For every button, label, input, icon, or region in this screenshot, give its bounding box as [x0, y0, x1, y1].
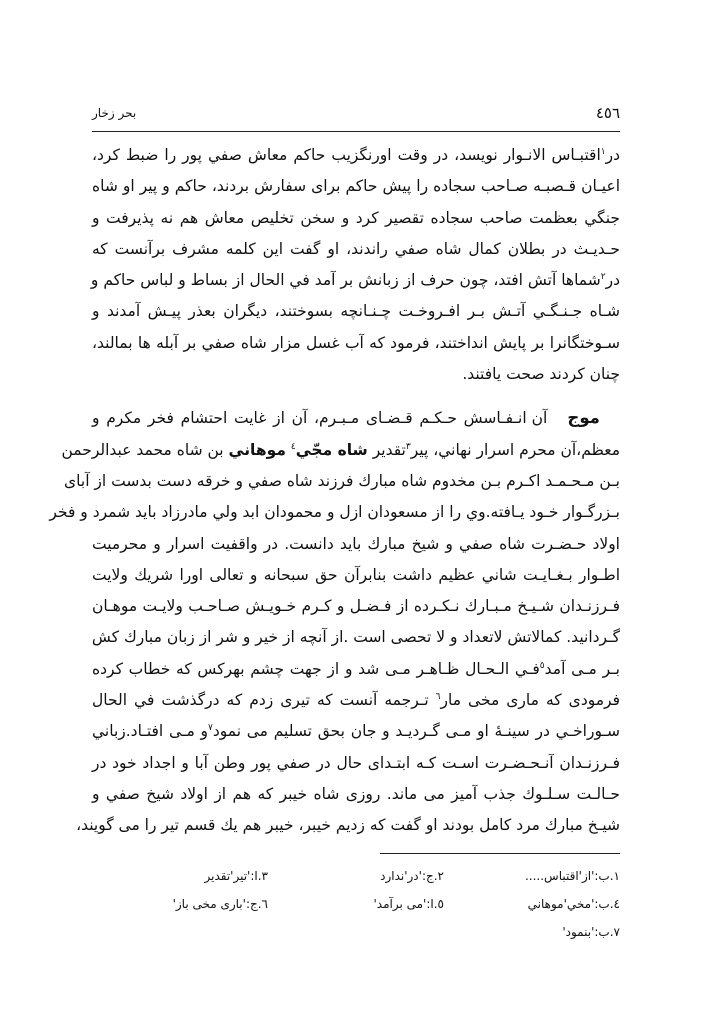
footnote: ٦.ج:'بارى مخى باز': [172, 897, 268, 911]
page-number: ٤٥٦: [595, 104, 620, 122]
text-line: بـن مـحـمـد اكـرم بـن مخدوم شاه مبارك فرزند شاه صفي و خرقه دست بدست از آباى: [64, 471, 620, 490]
text-line: چنان كردند صحت يافتند.: [462, 365, 620, 384]
text-line: شـاه جـنـگـي آتـش بـر افـروخـت چـنـانچه بسوختند، ديگران بعذر پيـش آمدند و: [92, 302, 620, 321]
footnote: ٣.ا:'تير'تقدير: [204, 869, 268, 883]
footnote: ٧.ب:'بنمود': [562, 925, 620, 939]
text-line: اطـوار بـغـايـت شاني عظيم داشت بنابرآن حق سبحانه و تعالى اورا شريك ولايت: [92, 565, 620, 584]
header-rule: [92, 131, 620, 132]
bold-name: شاه مجّي: [295, 440, 368, 459]
text-line: سـوختگانرا بر پايش انداختند، فرمود كه آب غسل مزار شاه صفي بر آبله ها بمالند،: [92, 333, 620, 352]
text-line: فـرزنـدان آنـحـضـرت اسـت كـه ابتـداى حال در صفي پور وطن آبا و اجداد خود در: [92, 753, 620, 772]
running-title: بحر زخار: [92, 106, 137, 120]
text-line: حـديـث در بطلان كمال شاه صفي راندند، او گفت اين كلمه مشرف برآنست كه: [92, 239, 620, 258]
text-line: اعيـان قـصبـه صـاحب سجاده را پيش حاكم براى سفارش بردند، حاكم و پير او شاه: [92, 177, 620, 196]
text-line: فـرزنـدان شـيـخ مـبـارك نـكـرده از فـضـل و كـرم خـويـش صـاحـب ولايـت موهـان: [92, 597, 620, 616]
main-text: [49, 140, 621, 842]
footnote: ٥.ا:'مى برآمد': [373, 897, 444, 911]
text-line: در$^١$اقتبـاس الانـوار نويسد، در وقت اورنگزيب حاكم معاش صفي پور را ضبط كرد،: [92, 146, 620, 164]
entry-keyword: موج: [567, 408, 600, 428]
text-line: گـردانيد. كمالاتش لاتعداد و لا تحصى است .از آنچه از خير و شر از زبان مبارك كش: [91, 628, 620, 647]
text-line: معظم،آن محرم اسرار نهاني، پير$^٣$تقدير شاه مجّي$^٤$ موهاني بن شاه محمد عبدالرحمن: [61, 440, 620, 459]
paragraph-1: [92, 140, 620, 390]
text-line: فرمودى كه مارى مخى مار$^٦$ تـرجمه آنست كه تيرى زدم كه درگذشت في الحال: [92, 691, 620, 710]
bold-name: موهاني: [228, 440, 286, 459]
footnote-row: [92, 918, 620, 946]
text-line: سـوراخـي در سينـۀ او مـى گـرديـد و جان بحق تسليم مى نمود$^٧$و مـى افتـاد.زباني: [92, 722, 621, 741]
footnote-row: [92, 890, 620, 918]
text-line: حـالـت سـلـوك جذب آميز مى ماند. روزى شاه خيبر كه هم از اولاد شيخ صفي و: [92, 784, 620, 803]
text-line: بـزرگـوار خـود يـافته.وي را از مسعودان ازل و محمودان ابد ولي مادرزاد بايد شمرد و فخر: [49, 503, 620, 522]
text-line: در$^٢$شماها آتش افتد، چون حرف از زبانش بر آمد في الحال از بساط و لباس حاكم و: [90, 271, 620, 290]
text-line: اولاد حـضـرت شاه صفي و شيخ مبارك بايد دانست. در واقفيت اسرار و محرميت: [92, 534, 620, 553]
page-header: [92, 104, 620, 126]
text-line: جنگي بعظمت صاحب سجاده تقصير كرد و سخن تخليص معاش هم نه پذيرفت و: [92, 208, 620, 227]
footnote: ١.ب:'از'اقتباس.....: [524, 869, 620, 883]
footnotes: [92, 862, 620, 946]
paragraph-2: [49, 402, 621, 841]
footnote: ٢.ج:'در'ندارد: [380, 869, 444, 883]
text-line: بـر مـى آمد$^٥$فـي الـحـال ظـاهـر مـى شد و از جهت چشم بهركس كه خطاب كرده: [92, 659, 620, 678]
footnote-row: [92, 862, 620, 890]
text-line: شيـخ مبارك مرد كامل بودند او گفت كه زديم خيبر، خيبر هم يك قسم تير را مى گويند،: [76, 816, 620, 835]
text-line: موج آن انـفـاسش حـكـم قـضـاى مـبـرم، آن از غايت احتشام فخر مكرم و: [92, 408, 600, 428]
footnote-rule: [380, 853, 620, 854]
footnote: ٤.ب:'مخي'موهاني: [527, 897, 620, 911]
